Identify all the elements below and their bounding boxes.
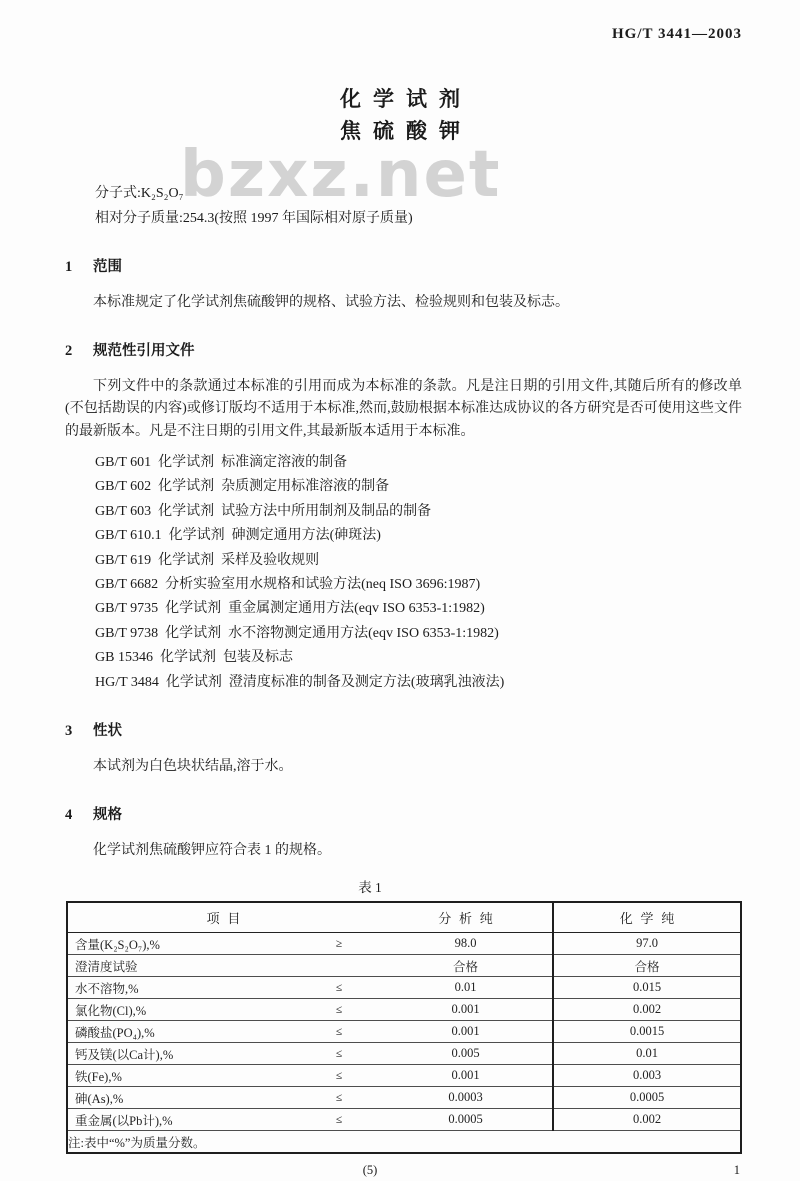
column-header-item: 项目 <box>67 902 379 933</box>
spec-item-label: 水不溶物,% <box>67 977 299 999</box>
spec-chemical-value: 0.002 <box>553 999 741 1021</box>
spec-item-label: 钙及镁(以Ca计),% <box>67 1043 299 1065</box>
spec-limit-operator: ≥ <box>335 937 343 950</box>
reference-item: GB/T 601 化学试剂 标准滴定溶液的制备 <box>95 455 348 470</box>
section-2-paragraph: 下列文件中的条款通过本标准的引用而成为本标准的条款。凡是注日期的引用文件,其随后所有的修改单(不包括勘误的内容)或修订版均不适用于本标准,然而,鼓励根据本标准达成协议的各方研究是否可使用这些文件的最新版本。凡是不注日期的引用文件,其最新版本适用于本标准。 <box>65 378 742 439</box>
spec-limit-operator: ≤ <box>299 1021 379 1043</box>
section-3-number: 3 <box>65 723 73 740</box>
reference-item: GB/T 603 化学试剂 试验方法中所用制剂及制品的制备 <box>95 503 432 519</box>
spec-limit-operator: ≤ <box>299 977 379 999</box>
spec-limit-operator: ≤ <box>299 1065 379 1087</box>
normative-references-list <box>95 451 742 695</box>
section-2-number: 2 <box>65 342 73 359</box>
spec-item-label: 氯化物(Cl),% <box>67 999 299 1021</box>
spec-chemical-value: 0.002 <box>553 1109 741 1131</box>
footer-center-mark: (5) <box>362 1163 378 1178</box>
spec-table-row <box>67 1087 741 1109</box>
spec-table-row <box>67 1065 741 1087</box>
reference-item: GB/T 6682 分析实验室用水规格和试验方法(neq ISO 3696:1987) <box>95 577 481 593</box>
page-number: 1 <box>733 1163 740 1178</box>
spec-limit-operator: ≤ <box>299 1043 379 1065</box>
spec-table-row <box>67 977 741 999</box>
spec-analytical-value: 0.0003 <box>379 1087 553 1109</box>
standard-code: HG/T 3441—2003 <box>612 26 742 42</box>
section-4-heading <box>65 803 742 824</box>
section-1-heading <box>65 255 742 276</box>
spec-chemical-value: 0.01 <box>553 1043 741 1065</box>
spec-analytical-value: 0.0005 <box>379 1109 553 1131</box>
spec-item-label: 砷(As),% <box>67 1087 299 1109</box>
column-header-analytical-grade: 分析纯 <box>379 902 553 933</box>
spec-limit-operator: ≤ <box>299 999 379 1021</box>
spec-limit-operator: ≤ <box>299 1109 379 1131</box>
reference-item: GB 15346 化学试剂 包装及标志 <box>95 650 293 666</box>
table-note-row <box>67 1131 741 1154</box>
spec-table-row <box>67 933 741 955</box>
spec-item-label: 磷酸盐(PO₄),% <box>67 1021 299 1043</box>
reference-item: GB/T 9738 化学试剂 水不溶物测定通用方法(eqv ISO 6353-1:1982) <box>95 625 499 641</box>
spec-chemical-value: 0.0005 <box>553 1087 741 1109</box>
spec-table-row <box>67 955 741 977</box>
spec-analytical-value: 0.01 <box>379 977 553 999</box>
reference-item: GB/T 602 化学试剂 杂质测定用标准溶液的制备 <box>95 479 390 495</box>
spec-analytical-value: 0.001 <box>379 1021 553 1043</box>
section-4-paragraph: 化学试剂焦硫酸钾应符合表 1 的规格。 <box>93 842 331 858</box>
table-note: 注:表中“%”为质量分数。 <box>67 1131 741 1154</box>
title-line-2: 焦硫酸钾 <box>340 119 472 143</box>
reference-item: GB/T 619 化学试剂 采样及验收规则 <box>95 552 320 568</box>
page-footer <box>0 1163 800 1181</box>
section-1-number: 1 <box>65 259 73 275</box>
column-header-chemical-grade: 化学纯 <box>553 902 741 933</box>
spec-table-row <box>67 1109 741 1131</box>
spec-item-label: 铁(Fe),% <box>67 1065 299 1087</box>
spec-table <box>66 901 742 1154</box>
spec-limit-operator <box>299 955 379 977</box>
relative-molecular-mass: 相对分子质量:254.3(按照 1997 年国际相对原子质量) <box>95 211 413 226</box>
spec-item-label: 含量(K₂S₂O₇),% <box>75 937 160 952</box>
spec-analytical-value: 0.005 <box>379 1043 553 1065</box>
spec-analytical-value: 98.0 <box>454 936 477 951</box>
section-3-paragraph: 本试剂为白色块状结晶,溶于水。 <box>93 759 293 775</box>
watermark-text: bzxz.net <box>180 138 502 212</box>
spec-chemical-value: 0.0015 <box>553 1021 741 1043</box>
section-2-title: 规范性引用文件 <box>93 342 195 359</box>
table-caption: 表 1 <box>358 880 382 896</box>
spec-analytical-value: 0.001 <box>379 999 553 1021</box>
spec-chemical-value: 合格 <box>553 955 741 977</box>
intro-block <box>95 181 742 231</box>
molecular-formula: 分子式:K₂S₂O₇ <box>95 186 184 201</box>
spec-item-label: 重金属(以Pb计),% <box>67 1109 299 1131</box>
spec-limit-operator: ≤ <box>299 1087 379 1109</box>
section-3-heading <box>65 719 742 740</box>
reference-item: HG/T 3484 化学试剂 澄清度标准的制备及测定方法(玻璃乳浊液法) <box>95 674 505 690</box>
reference-item: GB/T 9735 化学试剂 重金属测定通用方法(eqv ISO 6353-1:1982) <box>95 601 485 617</box>
spec-chemical-value: 0.003 <box>553 1065 741 1087</box>
document-title <box>0 83 800 147</box>
section-3-title: 性状 <box>93 723 122 740</box>
spec-chemical-value: 0.015 <box>553 977 741 999</box>
section-4-number: 4 <box>65 806 73 823</box>
spec-table-row <box>67 999 741 1021</box>
spec-analytical-value: 合格 <box>379 955 553 977</box>
spec-chemical-value: 97.0 <box>553 933 741 955</box>
spec-table-row <box>67 1021 741 1043</box>
reference-item: GB/T 610.1 化学试剂 砷测定通用方法(砷斑法) <box>95 528 381 544</box>
section-1-paragraph: 本标准规定了化学试剂焦硫酸钾的规格、试验方法、检验规则和包装及标志。 <box>93 295 569 310</box>
spec-item-label: 澄清度试验 <box>67 955 299 977</box>
section-4-title: 规格 <box>93 806 122 823</box>
spec-table-row <box>67 1043 741 1065</box>
title-line-1: 化学试剂 <box>340 87 472 111</box>
spec-analytical-value: 0.001 <box>379 1065 553 1087</box>
section-2-heading <box>65 339 742 360</box>
spec-table-header-row <box>67 902 741 933</box>
section-1-title: 范围 <box>93 259 122 275</box>
